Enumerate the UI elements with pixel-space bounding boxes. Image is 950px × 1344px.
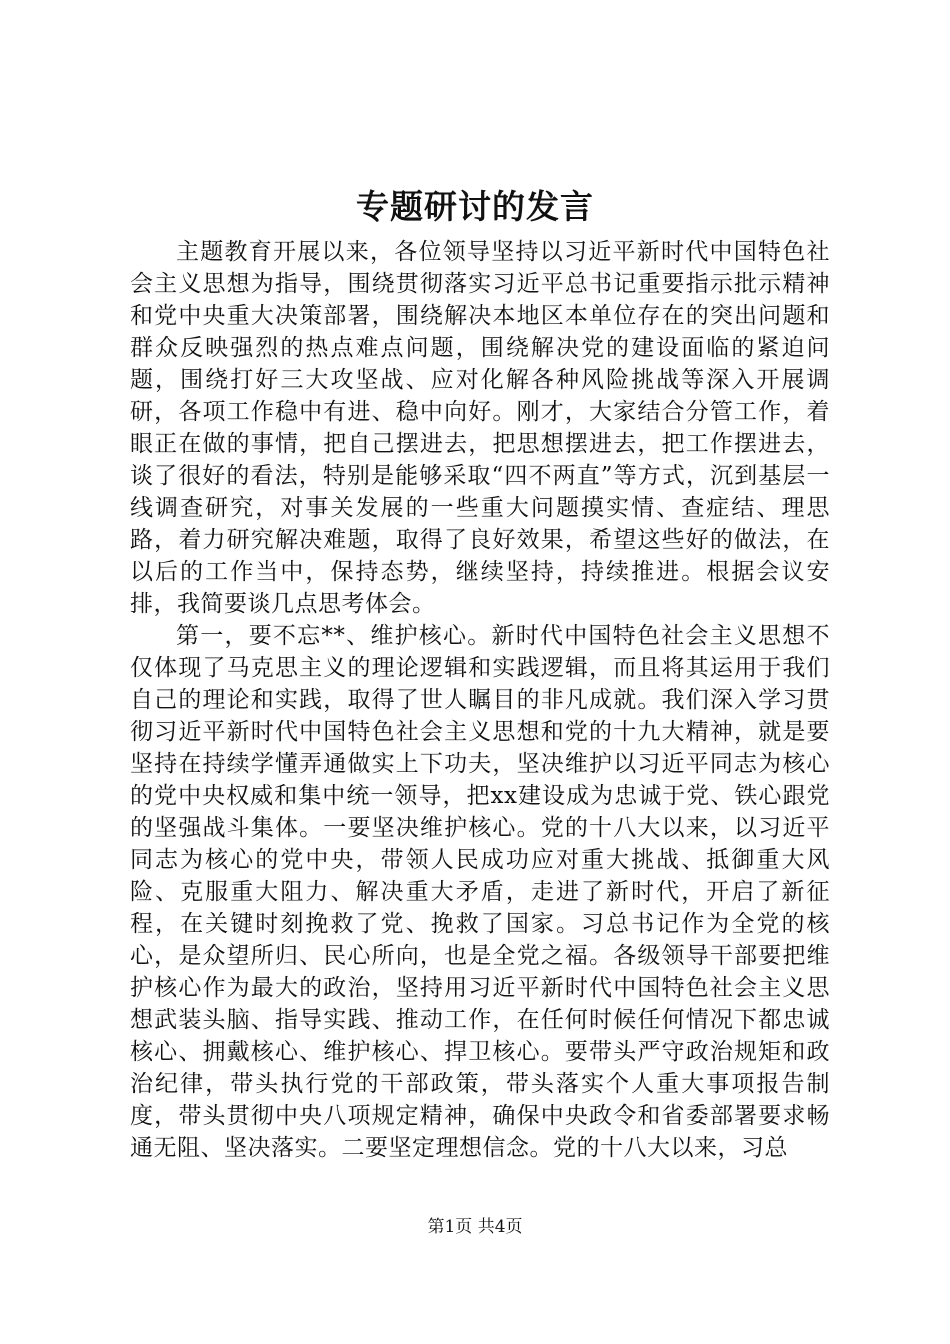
page-number-footer: 第1页 共4页 <box>427 1217 523 1237</box>
paragraph-intro: 主题教育开展以来，各位领导坚持以习近平新时代中国特色社会主义思想为指导，围绕贯彻落实习近平总书记重要指示批示精神和党中央重大决策部署，围绕解决本地区本单位存在的突出问题和群众反映强烈的热点难点问题，围绕解决党的建设面临的紧迫问题，围绕打好三大攻坚战、应对化解各种风险挑战等深入开展调研，各项工作稳中有进、稳中向好。刚才，大家结合分管工作，着眼正在做的事情，把自己摆进去，把思想摆进去，把工作摆进去，谈了很好的看法，特别是能够采取“四不两直”等方式，沉到基层一线调查研究，对事关发展的一些重大问题摸实情、查症结、理思路，着力研究解决难题，取得了良好效果，希望这些好的做法，在以后的工作当中，保持态势，继续坚持，持续推进。根据会议安排，我简要谈几点思考体会。 <box>130 239 830 617</box>
document-title: 专题研讨的发言 <box>356 187 594 226</box>
document-body <box>130 236 830 1164</box>
paragraph-first-point: 第一，要不忘**、维护核心。新时代中国特色社会主义思想不仅体现了马克思主义的理论逻辑和实践逻辑，而且将其运用于我们自己的理论和实践，取得了世人瞩目的非凡成就。我们深入学习贯彻习近平新时代中国特色社会主义思想和党的十九大精神，就是要坚持在持续学懂弄通做实上下功夫，坚决维护以习近平同志为核心的党中央权威和集中统一领导，把xx建设成为忠诚于党、铁心跟党的坚强战斗集体。一要坚决维护核心。党的十八大以来，以习近平同志为核心的党中央，带领人民成功应对重大挑战、抵御重大风险、克服重大阻力、解决重大矛盾，走进了新时代，开启了新征程，在关键时刻挽救了党、挽救了国家。习总书记作为全党的核心，是众望所归、民心所向，也是全党之福。各级领导干部要把维护核心作为最大的政治，坚持用习近平新时代中国特色社会主义思想武装头脑、指导实践、推动工作，在任何时候任何情况下都忠诚核心、拥戴核心、维护核心、捍卫核心。要带头严守政治规矩和政治纪律，带头执行党的干部政策，带头落实个人重大事项报告制度，带头贯彻中央八项规定精神，确保中央政令和省委部署要求畅通无阻、坚决落实。二要坚定理想信念。党的十八大以来，习总 <box>130 623 830 1161</box>
